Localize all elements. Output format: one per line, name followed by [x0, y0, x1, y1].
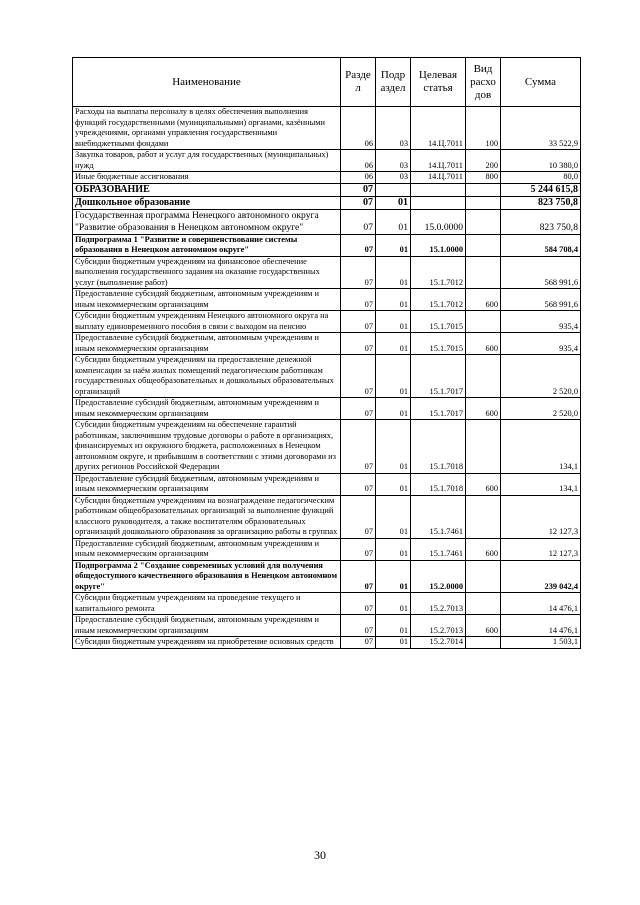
cell-name: Государственная программа Ненецкого автономного округа "Развитие образования в Ненецком автономном округе" [73, 209, 341, 234]
header-section: Разде л [341, 58, 376, 107]
cell-subsection: 03 [376, 150, 411, 172]
cell-target: 15.1.7018 [411, 473, 466, 495]
cell-name: Закупка товаров, работ и услуг для государственных (муниципальных) нужд [73, 150, 341, 172]
cell-amount: 584 708,4 [501, 234, 581, 256]
cell-section: 07 [341, 560, 376, 593]
table-row [73, 593, 581, 615]
table-body [73, 107, 581, 649]
cell-expense-type: 200 [466, 150, 501, 172]
cell-expense-type [466, 637, 501, 649]
cell-target: 15.2.7013 [411, 615, 466, 637]
cell-section: 07 [341, 420, 376, 474]
cell-amount: 134,1 [501, 473, 581, 495]
cell-amount: 5 244 615,8 [501, 183, 581, 196]
header-name: Наименование [73, 58, 341, 107]
cell-amount: 12 127,3 [501, 495, 581, 538]
cell-name: Предоставление субсидий бюджетным, автономным учреждениям и иным некоммерческим организациям [73, 538, 341, 560]
cell-subsection: 01 [376, 593, 411, 615]
cell-amount: 14 476,1 [501, 615, 581, 637]
cell-name: Дошкольное образование [73, 196, 341, 209]
cell-name: Субсидии бюджетным учреждениям на проведение текущего и капитального ремонта [73, 593, 341, 615]
cell-amount: 935,4 [501, 333, 581, 355]
table-row [73, 234, 581, 256]
cell-subsection: 03 [376, 172, 411, 184]
cell-section: 06 [341, 150, 376, 172]
cell-target: 14.Ц.7011 [411, 150, 466, 172]
cell-name: Субсидии бюджетным учреждениям Ненецкого автономного округа на выплату единовременного пособия в связи с выходом на пенсию [73, 311, 341, 333]
cell-section: 06 [341, 107, 376, 150]
cell-subsection: 01 [376, 615, 411, 637]
table-row [73, 355, 581, 398]
header-target: Целевая статья [411, 58, 466, 107]
cell-section: 07 [341, 183, 376, 196]
cell-subsection: 01 [376, 196, 411, 209]
cell-subsection: 01 [376, 256, 411, 289]
header-expense-type: Вид расхо дов [466, 58, 501, 107]
cell-amount: 2 520,0 [501, 355, 581, 398]
cell-expense-type [466, 495, 501, 538]
cell-subsection: 01 [376, 473, 411, 495]
cell-subsection [376, 183, 411, 196]
cell-section: 07 [341, 495, 376, 538]
cell-target: 15.1.7017 [411, 398, 466, 420]
cell-name: Субсидии бюджетным учреждениям на обеспечение гарантий работникам, заключившим трудовые договоры о работе в организациях, финансируемых из окружного бюджета, расположенных в Ненецком автономном округе, и прибывшим в соответствии с этими договорами из других регионов Российской Федерации [73, 420, 341, 474]
table-row [73, 289, 581, 311]
cell-target: 15.1.7015 [411, 311, 466, 333]
table-row [73, 196, 581, 209]
cell-expense-type [466, 183, 501, 196]
page-number: 30 [314, 848, 326, 862]
cell-section: 07 [341, 615, 376, 637]
cell-expense-type [466, 593, 501, 615]
cell-target: 15.2.0000 [411, 560, 466, 593]
cell-target: 15.1.0000 [411, 234, 466, 256]
cell-name: Предоставление субсидий бюджетным, автономным учреждениям и иным некоммерческим организациям [73, 615, 341, 637]
cell-name: Предоставление субсидий бюджетным, автономным учреждениям и иным некоммерческим организациям [73, 473, 341, 495]
cell-expense-type: 600 [466, 615, 501, 637]
cell-target: 14.Ц.7011 [411, 107, 466, 150]
cell-target: 15.2.7013 [411, 593, 466, 615]
cell-subsection: 01 [376, 560, 411, 593]
table-row [73, 473, 581, 495]
cell-section: 07 [341, 355, 376, 398]
cell-name: Подпрограмма 1 "Развитие и совершенствование системы образования в Ненецком автономном округе" [73, 234, 341, 256]
header-subsection: Подр аздел [376, 58, 411, 107]
cell-expense-type: 600 [466, 538, 501, 560]
cell-subsection: 01 [376, 333, 411, 355]
cell-amount: 80,0 [501, 172, 581, 184]
cell-section: 07 [341, 289, 376, 311]
cell-amount: 568 991,6 [501, 289, 581, 311]
cell-amount: 239 042,4 [501, 560, 581, 593]
table-row [73, 495, 581, 538]
cell-expense-type: 100 [466, 107, 501, 150]
cell-name: Подпрограмма 2 "Создание современных условий для получения общедоступного качественного образования в Ненецком автономном округе" [73, 560, 341, 593]
table-row [73, 172, 581, 184]
cell-target: 15.1.7015 [411, 333, 466, 355]
table-row [73, 183, 581, 196]
cell-expense-type [466, 311, 501, 333]
header-amount: Сумма [501, 58, 581, 107]
cell-amount: 10 380,0 [501, 150, 581, 172]
cell-target: 15.1.7018 [411, 420, 466, 474]
cell-expense-type: 600 [466, 473, 501, 495]
cell-target: 15.1.7012 [411, 256, 466, 289]
cell-name: Субсидии бюджетным учреждениям на финансовое обеспечение выполнения государственного задания на оказание государственных услуг (выполнение работ) [73, 256, 341, 289]
cell-name: ОБРАЗОВАНИЕ [73, 183, 341, 196]
cell-expense-type: 600 [466, 289, 501, 311]
cell-amount: 2 520,0 [501, 398, 581, 420]
cell-target: 14.Ц.7011 [411, 172, 466, 184]
cell-subsection: 01 [376, 538, 411, 560]
cell-section: 07 [341, 593, 376, 615]
cell-target: 15.2.7014 [411, 637, 466, 649]
cell-subsection: 01 [376, 234, 411, 256]
cell-subsection: 03 [376, 107, 411, 150]
table-row [73, 615, 581, 637]
cell-amount: 33 522,9 [501, 107, 581, 150]
cell-section: 07 [341, 209, 376, 234]
cell-amount: 14 476,1 [501, 593, 581, 615]
cell-name: Иные бюджетные ассигнования [73, 172, 341, 184]
cell-section: 07 [341, 256, 376, 289]
table-row [73, 209, 581, 234]
cell-amount: 12 127,3 [501, 538, 581, 560]
cell-section: 06 [341, 172, 376, 184]
table-row [73, 333, 581, 355]
cell-expense-type [466, 355, 501, 398]
cell-name: Предоставление субсидий бюджетным, автономным учреждениям и иным некоммерческим организациям [73, 398, 341, 420]
cell-section: 07 [341, 311, 376, 333]
cell-expense-type [466, 234, 501, 256]
table-row [73, 420, 581, 474]
cell-amount: 823 750,8 [501, 209, 581, 234]
cell-subsection: 01 [376, 209, 411, 234]
table-row [73, 256, 581, 289]
cell-expense-type: 600 [466, 333, 501, 355]
cell-expense-type: 600 [466, 398, 501, 420]
table-row [73, 398, 581, 420]
cell-section: 07 [341, 234, 376, 256]
cell-expense-type [466, 196, 501, 209]
cell-expense-type [466, 420, 501, 474]
cell-amount: 1 503,1 [501, 637, 581, 649]
cell-section: 07 [341, 333, 376, 355]
cell-section: 07 [341, 637, 376, 649]
cell-target [411, 196, 466, 209]
table-header-row [73, 58, 581, 107]
cell-expense-type [466, 209, 501, 234]
cell-target: 15.1.7012 [411, 289, 466, 311]
cell-name: Предоставление субсидий бюджетным, автономным учреждениям и иным некоммерческим организациям [73, 333, 341, 355]
cell-amount: 568 991,6 [501, 256, 581, 289]
cell-name: Предоставление субсидий бюджетным, автономным учреждениям и иным некоммерческим организациям [73, 289, 341, 311]
cell-expense-type [466, 256, 501, 289]
cell-target: 15.1.7017 [411, 355, 466, 398]
cell-amount: 134,1 [501, 420, 581, 474]
cell-name: Субсидии бюджетным учреждениям на предоставление денежной компенсации за наём жилых помещений педагогическим работникам государственных общеобразовательных и дошкольных образовательных организаций [73, 355, 341, 398]
cell-section: 07 [341, 473, 376, 495]
cell-target: 15.1.7461 [411, 495, 466, 538]
table-row [73, 560, 581, 593]
cell-subsection: 01 [376, 637, 411, 649]
cell-target: 15.1.7461 [411, 538, 466, 560]
budget-table [72, 57, 581, 649]
cell-target [411, 183, 466, 196]
cell-subsection: 01 [376, 398, 411, 420]
cell-expense-type [466, 560, 501, 593]
cell-expense-type: 800 [466, 172, 501, 184]
table-row [73, 150, 581, 172]
table-row [73, 311, 581, 333]
cell-section: 07 [341, 196, 376, 209]
cell-subsection: 01 [376, 355, 411, 398]
cell-subsection: 01 [376, 420, 411, 474]
cell-subsection: 01 [376, 495, 411, 538]
table-row [73, 538, 581, 560]
cell-name: Субсидии бюджетным учреждениям на вознаграждение педагогическим работникам общеобразовательных организаций за выполнение функций классного руководителя, а также воспитателям образовательных организаций дошкольного образования за организацию работы в группах [73, 495, 341, 538]
cell-amount: 823 750,8 [501, 196, 581, 209]
cell-name: Субсидии бюджетным учреждениям на приобретение основных средств [73, 637, 341, 649]
cell-target: 15.0.0000 [411, 209, 466, 234]
cell-name: Расходы на выплаты персоналу в целях обеспечения выполнения функций государственными (муниципальными) органами, казёнными учреждениями, органами управления государственными внебюджетными фондами [73, 107, 341, 150]
cell-section: 07 [341, 398, 376, 420]
cell-section: 07 [341, 538, 376, 560]
table-row [73, 637, 581, 649]
cell-amount: 935,4 [501, 311, 581, 333]
cell-subsection: 01 [376, 289, 411, 311]
cell-subsection: 01 [376, 311, 411, 333]
table-row [73, 107, 581, 150]
